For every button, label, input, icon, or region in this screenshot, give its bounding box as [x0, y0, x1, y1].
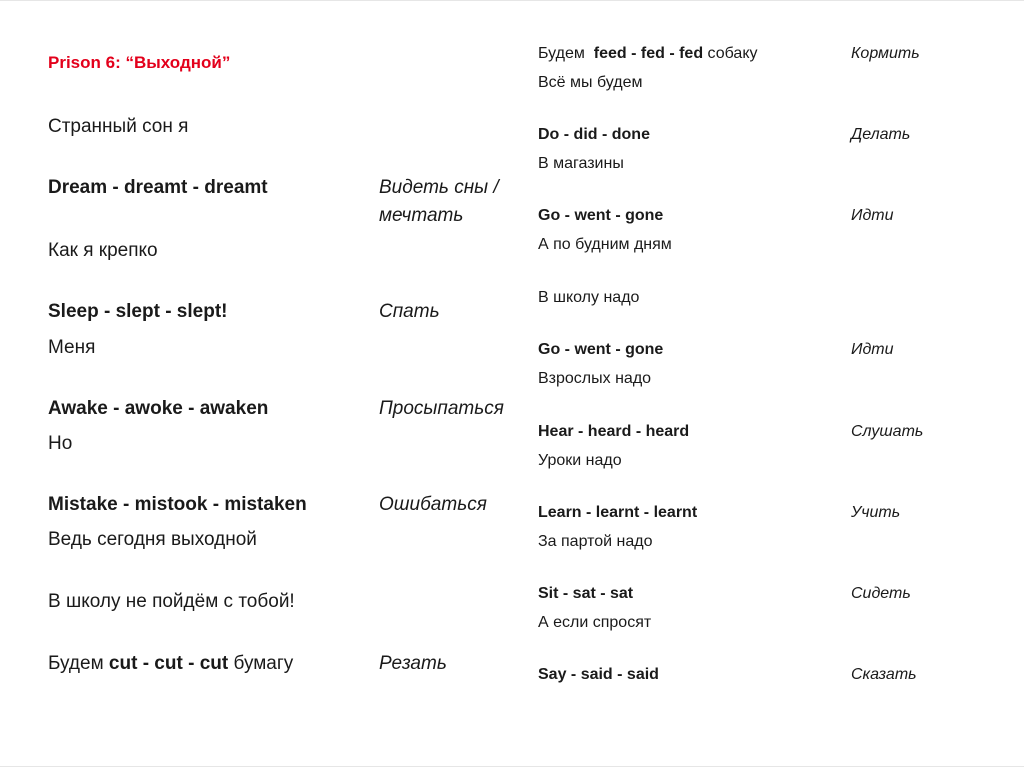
lyric-line: В школу не пойдём с тобой!	[48, 591, 295, 612]
lyric-line: А если спросят	[538, 614, 652, 631]
translation: Идти	[851, 207, 894, 224]
lyric-line: Как я крепко	[48, 240, 158, 261]
translation: мечтать	[379, 205, 464, 226]
lyric-line: Всё мы будем	[538, 74, 643, 91]
lyric-line-feed	[538, 45, 758, 63]
lyric-suffix: бумагу	[228, 653, 294, 674]
translation: Сказать	[851, 666, 917, 683]
lyric-line: Уроки надо	[538, 452, 622, 469]
lyric-line: Странный сон я	[48, 116, 189, 137]
translation: Резать	[379, 653, 447, 674]
translation: Ошибаться	[379, 494, 487, 515]
lyric-line: За партой надо	[538, 533, 653, 550]
lyric-line: В магазины	[538, 155, 624, 172]
verb-forms: Sit - sat - sat	[538, 585, 634, 602]
lyric-line: Взрослых надо	[538, 370, 652, 387]
translation: Просыпаться	[379, 398, 504, 419]
verb-forms: Sleep - slept - slept!	[48, 301, 228, 322]
verb-forms: cut - cut - cut	[108, 653, 229, 674]
verb-forms: Go - went - gone	[538, 207, 664, 224]
verb-forms: Hear - heard - heard	[538, 423, 690, 440]
lyric-prefix: Будем	[538, 45, 594, 62]
verb-forms: Learn - learnt - learnt	[538, 504, 698, 521]
verb-forms: Go - went - gone	[538, 341, 664, 358]
verb-forms: Mistake - mistook - mistaken	[48, 494, 307, 515]
translation: Видеть сны /	[379, 177, 499, 198]
lyric-suffix: собаку	[703, 45, 758, 62]
lyric-line: Ведь сегодня выходной	[48, 529, 257, 550]
translation: Делать	[851, 126, 911, 143]
lyric-line: Но	[48, 433, 73, 454]
lyric-line: А по будним дням	[538, 236, 672, 253]
translation: Сидеть	[851, 585, 911, 602]
translation: Учить	[851, 504, 901, 521]
verb-forms: Awake - awoke - awaken	[48, 398, 269, 419]
translation: Идти	[851, 341, 894, 358]
lyric-line: В школу надо	[538, 289, 640, 306]
translation: Слушать	[851, 423, 924, 440]
verb-forms: Dream - dreamt - dreamt	[48, 177, 268, 198]
lyric-prefix: Будем	[48, 653, 109, 674]
lyric-line-cut	[48, 653, 293, 675]
verb-forms: Do - did - done	[538, 126, 650, 143]
verb-forms: feed - fed - fed	[593, 45, 704, 62]
translation: Спать	[379, 301, 440, 322]
verb-forms: Say - said - said	[538, 666, 659, 683]
lyric-line: Меня	[48, 337, 96, 358]
poem-title: Prison 6: “Выходной”	[48, 53, 231, 72]
translation: Кормить	[851, 45, 920, 62]
